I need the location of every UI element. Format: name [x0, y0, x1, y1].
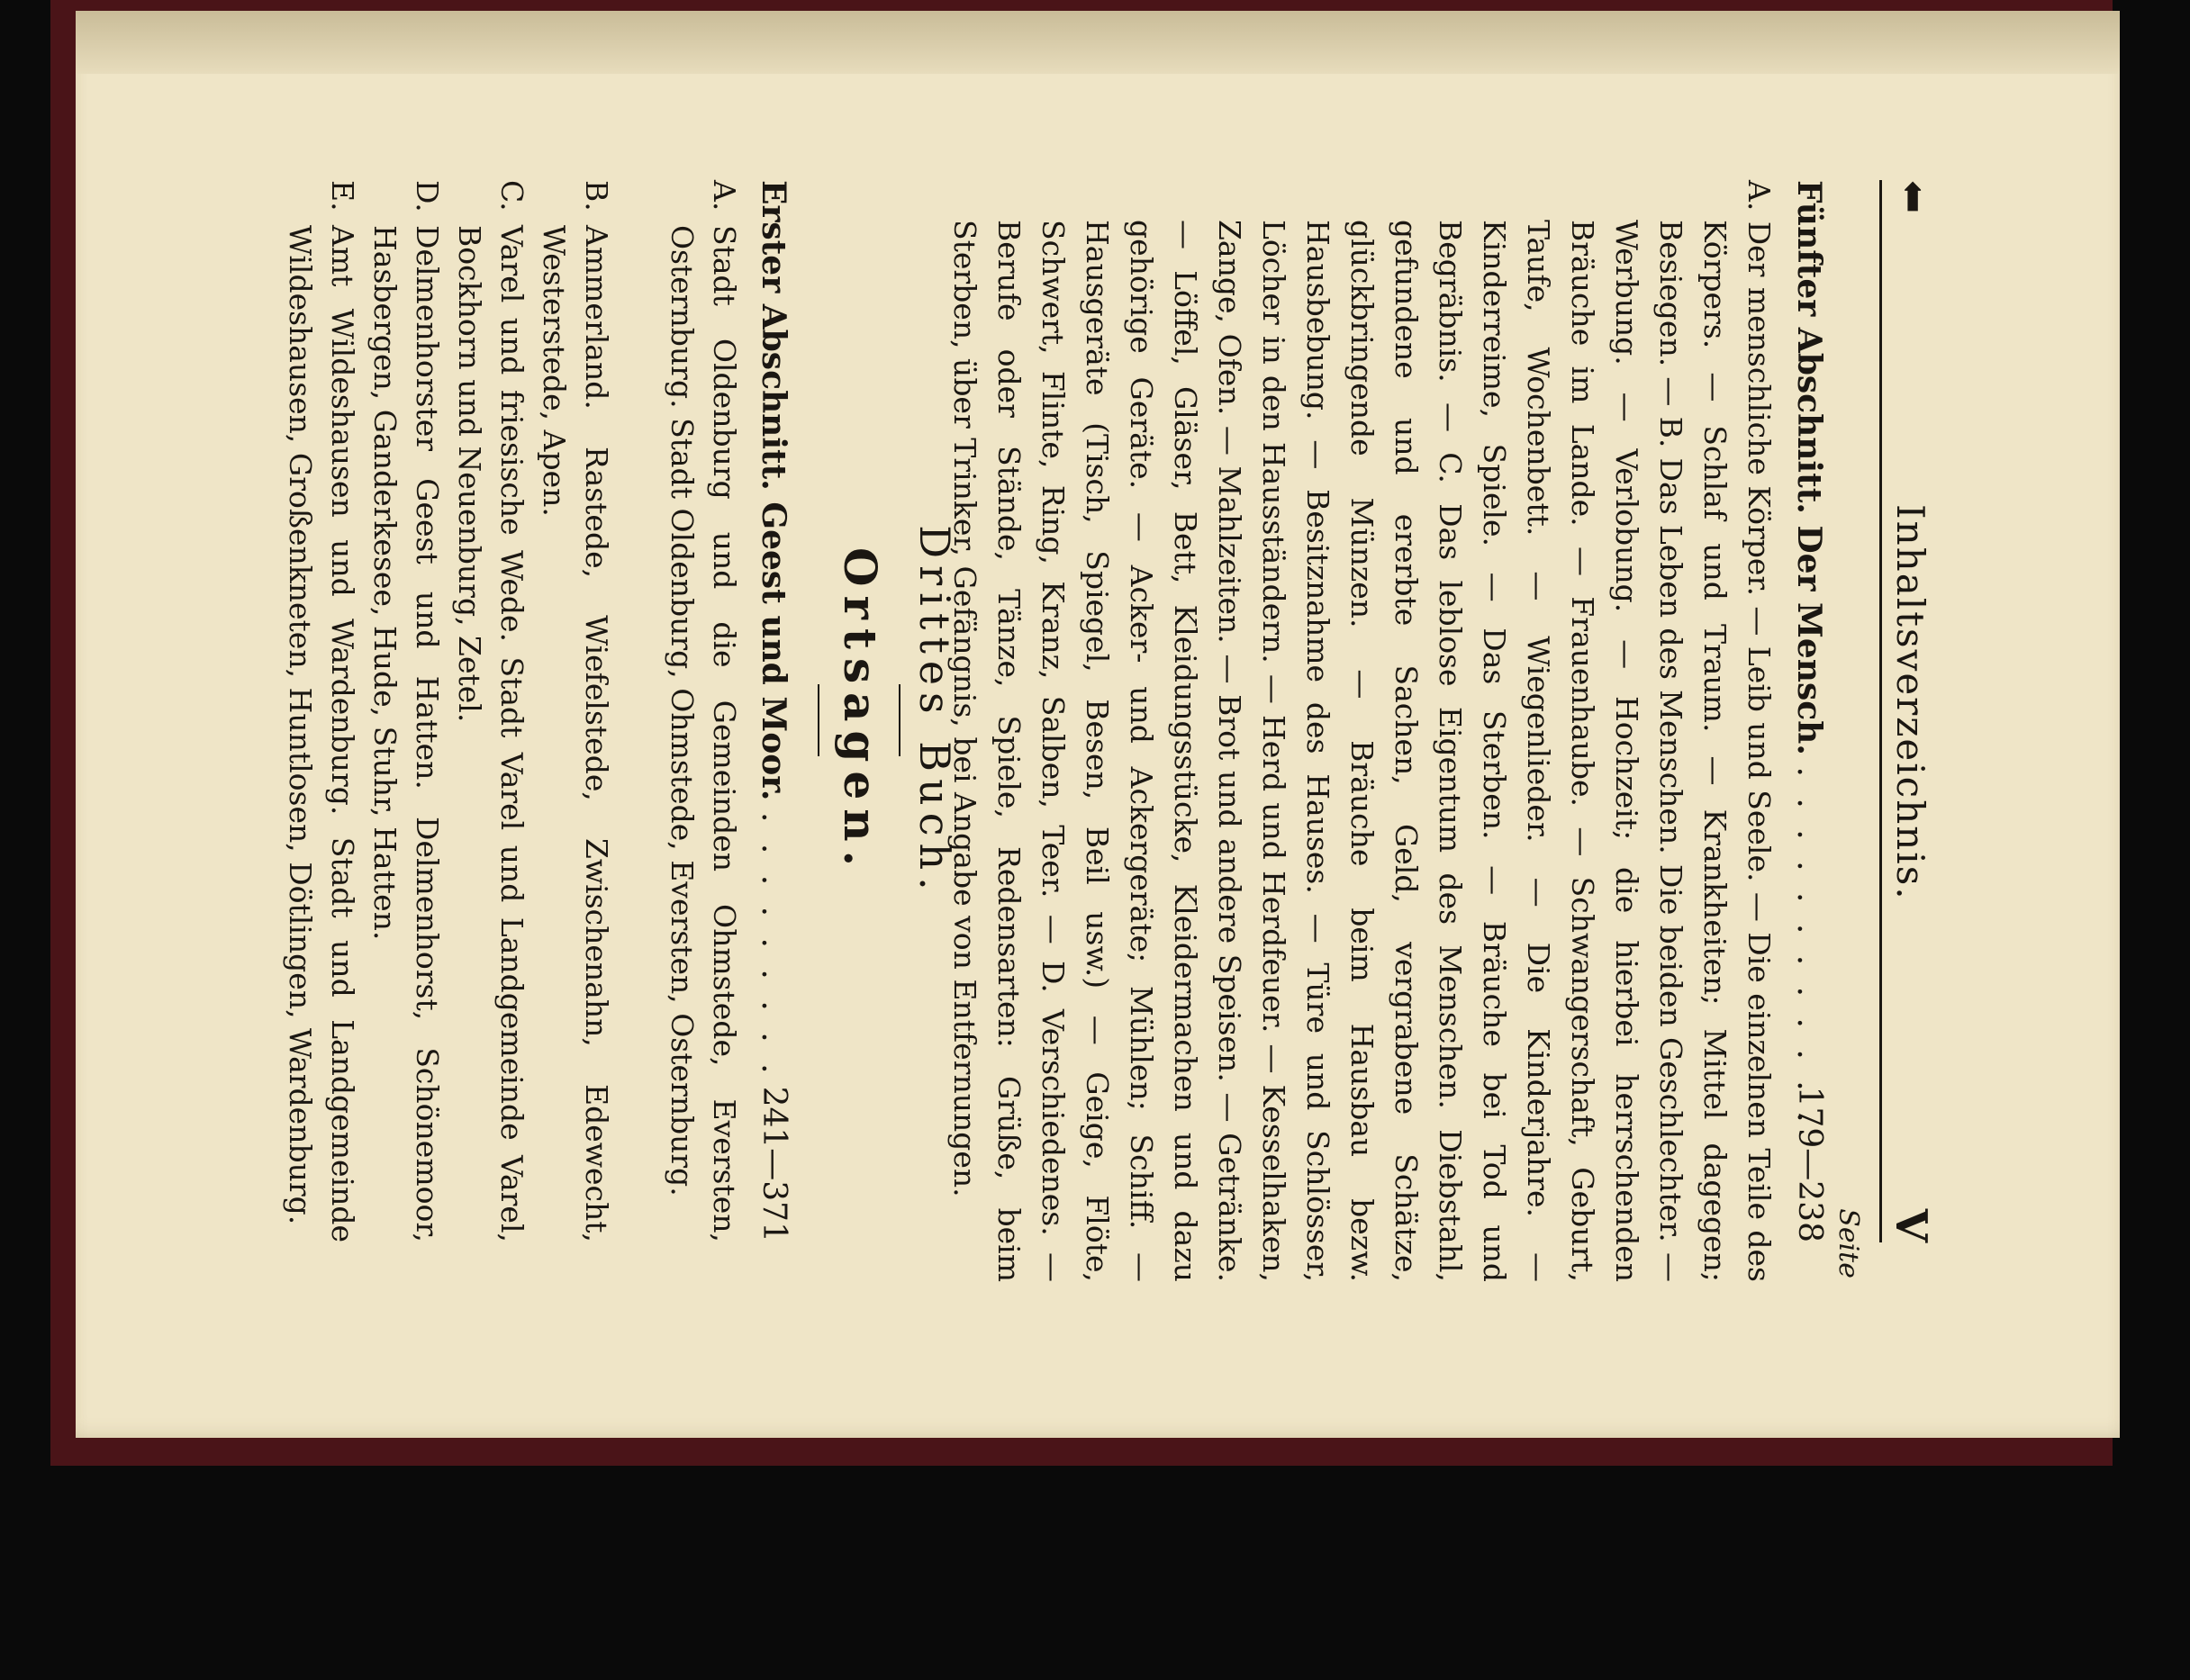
section-five-text: A. Der menschliche Körper. — Leib und Seele. — Die einzelnen Teile des Körpers. — Schlaf und Traum. — Krankheiten; Mittel dagegen; Besiegen. — B. Das Leben des Menschen. Die beiden Geschlechter. — Werbung. — Verlobung. — Hochzeit; die hierbei herrschenden Bräuche im Lande. — Frauenhaube. — Schwangerschaft, Geburt, Taufe, Wochenbett. — Wiegenlieder. — Die Kinderjahre. — Kinderreime, Spiele. — Das Sterben. — Bräuche bei Tod und Begräbnis. — C. Das leblose Eigentum des Menschen. Diebstahl, gefundene und ererbte Sachen, Geld, vergrabene Schätze, glückbringende Münzen. — Bräuche beim Hausbau bezw. Hausbebung. — Besitznahme des Hauses. — Türe und Schlösser, Löcher in den Hausständern. — Herd und Herdfeuer. — Kesselhaken, Zange, Ofen. — Mahlzeiten. — Brot und andere Speisen. — Getränke. — Löffel, Gläser, Bett, Kleidungsstücke, Kleidermachen und dazu gehörige Geräte. — Acker- und Ackergeräte; Mühlen; Schiff. — Hausgeräte (Tisch, Spiegel, Besen, Beil usw.) — Geige, Flöte, Schwert, Flinte, Ring, Kranz, Salben, Teer. — D. Verschiedenes. — Berufe oder Stände, Tänze, Spiele, Redensarten: Grüße, beim Sterben, über Trinker, Gefängnis, bei Angabe von Entfernungen. — [947, 180, 1777, 1282]
list-item — [364, 180, 448, 1242]
divider — [899, 684, 900, 756]
section-one-heading — [755, 180, 792, 1242]
list-item — [661, 180, 746, 1242]
list-item-label: C. — [494, 180, 529, 212]
section-five-heading — [1790, 180, 1828, 1242]
list-item-label: D. — [410, 180, 445, 212]
list-item — [533, 180, 618, 1242]
list-item-text: Amt Wildeshausen und Wardenburg. Stadt und Landgemeinde Wildeshausen, Großenkneten, Huntlosen, Dötlingen, Wardenburg. — [283, 225, 360, 1242]
section-five-title: Fünfter Abschnitt. Der Mensch. — [1790, 180, 1828, 755]
leader-dots: . . . . . . . . . . . . — [1790, 766, 1827, 1128]
list-item-label: A. — [707, 180, 742, 212]
list-item-label: E. — [325, 180, 360, 212]
page-gutter — [76, 11, 2120, 74]
list-item-label: B. — [579, 180, 614, 212]
header-title: Inhaltsverzeichnis. — [1888, 504, 1932, 901]
seite-label: Seite — [1833, 1208, 1864, 1278]
list-item-text: Delmenhorster Geest und Hatten. Delmenhorst, Schönemoor, Hasbergen, Ganderkesee, Hude, Stuhr, Hatten. — [367, 225, 445, 1242]
list-item — [448, 180, 533, 1242]
book-three-title: Drittes Buch. — [910, 525, 959, 898]
section-one-range: 241—371 — [756, 1086, 792, 1242]
page-number: V — [1886, 1208, 1936, 1242]
section-five-range: 179—238 — [1791, 1086, 1828, 1242]
book-three-subtitle: Ortsagen. — [834, 546, 887, 876]
list-item-text: Ammerland. Rastede, Wiefelstede, Zwischenahn, Edewecht, Westerstede, Apen. — [537, 225, 614, 1242]
leader-dots: . . . . . . . . . — [755, 812, 792, 1079]
list-item — [279, 180, 364, 1242]
section-one-title: Erster Abschnitt. Geest und Moor. — [755, 180, 792, 801]
divider — [818, 684, 819, 756]
list-item-text: Varel und friesische Wede. Stadt Varel und Landgemeinde Varel, Bockhorn und Neuenburg, Zetel. — [452, 225, 529, 1242]
page-mark-icon: ⬅ — [1890, 180, 1936, 213]
list-item-text: Stadt Oldenburg und die Gemeinden Ohmstede, Eversten, Osternburg. Stadt Oldenburg, Ohmstede, Eversten, Osternburg. — [665, 225, 742, 1242]
page-content-rotated — [135, 180, 1936, 1282]
running-header — [1879, 180, 1936, 1242]
